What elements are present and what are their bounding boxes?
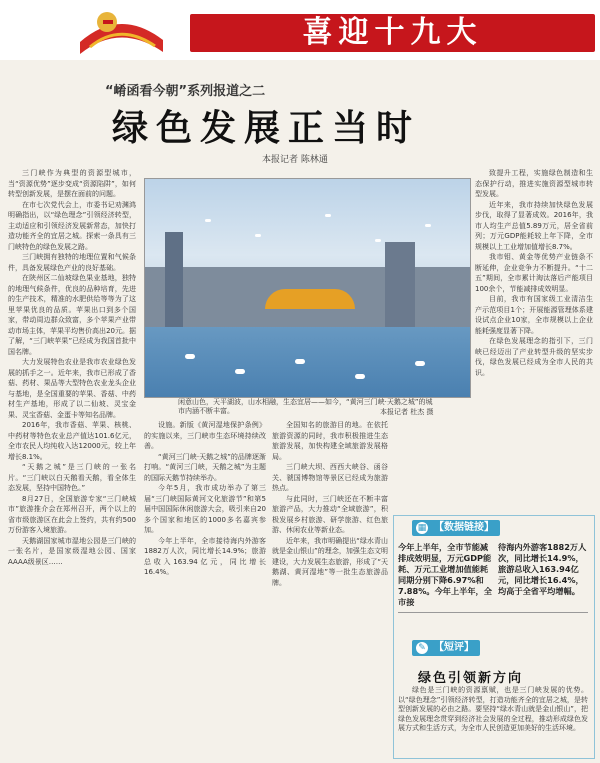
comment-tag: ✎ 【短评】: [412, 640, 480, 656]
paragraph: 全国知名的旅游目的地。在依托旅游资源的同时，我市积极推进生态旅游发展，加快构建全域旅游发展格局。: [272, 421, 388, 461]
paragraph: 设施。新版《黄河湿地保护条例》的实施以来，三门峡市生态环境持续改善。: [144, 421, 266, 450]
data-link-left: 今年上半年，全市节能减排成效明显，万元GDP能耗、万元工业增加值能耗同期分别下降6.97%和7.88%。今年上半年，全市接: [398, 542, 492, 607]
byline: 本报记者 陈林通: [262, 155, 328, 165]
paragraph: 天鹅湖国家城市湿地公园是三门峡的一张名片，是国家级湿地公园、国家AAAA级景区……: [8, 536, 136, 566]
paragraph: 近年来，我市明确提出“绿水青山就是金山银山”的理念，加强生态文明建设，大力发展生态旅游，形成了“天鹅湖、黄河湿地”等一批生态旅游品牌。: [272, 536, 388, 587]
paragraph: 致提升工程，实施绿色制造和生态保护行动，推进实施资源型城市转型发展。: [475, 169, 593, 198]
chart-icon: ▦: [417, 523, 427, 533]
paragraph: 三门峡作为典型的资源型城市，当“资源优势”逐步变成“资源陷阱”，如何转型创新发展，是摆在面前的问题。: [8, 169, 136, 198]
party-emblem-icon: [75, 2, 165, 58]
banner: [0, 0, 600, 60]
tower: [165, 232, 183, 327]
data-link-right: 待海内外游客1882万人次，同比增长14.9%，旅游总收入163.94亿元，同比增长16.4%，均高于全省平均增幅。: [498, 542, 587, 596]
paragraph: 我市钼、黄金等优势产业链条不断延伸，企业竞争力不断提升。“十二五”期间，全市累计淘汰落后产能项目100余个，节能减排成效明显。: [475, 253, 593, 293]
paragraph: 在绿色发展理念的指引下，三门峡已经迈出了产业转型升级的坚实步伐，绿色发展已经成为全市人民的共识。: [475, 337, 593, 377]
tower: [385, 242, 415, 327]
data-link-tag: ▦ 【数据链接】: [412, 520, 500, 536]
paragraph: 目前，我市有国家级工业清洁生产示范项目1个；开展能源管理体系建设试点企业10家，全市规模以上企业能耗强度显著下降。: [475, 295, 593, 335]
photo-caption: 闲意山色，天平湖波，山水相融，生态宜居——如今，“黄河三门峡·天鹅之城”的城市内涵不断丰富。: [178, 398, 433, 415]
column-3: [272, 420, 388, 758]
column-2: [144, 420, 266, 758]
paragraph: 在陕州区二仙坡绿色果业基地，独特的地理气候条件，优良的品种培育，先进的生产技术，精准的水肥供给等等为了这里苹果优良的品质。苹果出口到多个国家，带动周边群众致富，多个苹果产业带动市场主体，苹果平均售价高出20元。据了解，“三门峡苹果”已经成为我国首批中国名牌。: [8, 274, 136, 356]
photo-credit: 本报记者 杜杰 摄: [380, 408, 434, 416]
column-4: [475, 168, 593, 508]
paragraph: 三门峡大坝、西西大峡谷、函谷关、虢国博物馆等景区已经成为旅游热点。: [272, 463, 388, 492]
comment-title: 绿色引领新方向: [418, 671, 524, 686]
column-1: [8, 168, 136, 758]
paragraph: 8月27日，全国旅游专家“三门峡城市”旅游推介会在郑州召开，两个以上的省市级旅游区在此会上签约，共有约500万份游客入境旅游。: [8, 494, 136, 534]
paragraph: 今年上半年，全市接待海内外游客1882万人次，同比增长14.9%；旅游总收入163.94亿元，同比增长16.4%。: [144, 536, 266, 576]
paragraph: 2016年，我市香菇、苹果、核桃、中药材等特色农业总产值达101.6亿元，全市农民人均纯收入达12000元，较上年增长8.1%。: [8, 421, 136, 461]
paragraph: 三门峡拥有独特的地理位置和气候条件，具备发展绿色产业的良好基础。: [8, 253, 136, 272]
series-title: “崤函看今朝”系列报道之二: [105, 84, 266, 99]
paragraph: 绿色是三门峡的资源禀赋，也是三门峡发展的优势。以“绿色理念”引领经济转型，打造功能齐全的宜居之城，是转型创新发展的必由之路。要坚持“绿水青山就是金山银山”，把绿色发展理念贯穿到经济社会发展的全过程，推动形成绿色发展方式和生活方式，为全市人民创造更加美好的生活环境。: [398, 686, 588, 732]
pen-icon: ✎: [416, 642, 428, 654]
comment-body: [398, 686, 588, 754]
paragraph: 近年来，我市持续加快绿色发展步伐，取得了显著成效。2016年，我市人均生产总值5.89万元，居全省前列；万元GDP能耗较上年下降，全市规模以上工业增加值增长8.7%。: [475, 200, 593, 251]
stadium: [265, 289, 355, 309]
paragraph: 今年5月，我市成功举办了第三届“三门峡国际黄河文化旅游节”和第5届中国国际休闲旅游大会，吸引来自20多个国家和地区的1000多名嘉宾参加。: [144, 484, 266, 534]
paragraph: 大力发展特色农业是我市农业绿色发展的抓手之一。近年来，我市已形成了香菇、药材、果品等大型特色农业龙头企业与基地，是全国重要的苹果、香菇、中药材生产基地，形成了以二仙坡、灵宝金果、灵宝香菇、金蛋卡等知名品牌。: [8, 358, 136, 419]
divider: [398, 612, 588, 613]
paragraph: “黄河三门峡·天鹅之城”的品牌逐渐打响。“黄河三门峡，天鹅之城”为主题的国际天鹅节持续举办。: [144, 452, 266, 482]
paragraph: 在市七次党代会上，市委书记劝渊鸿明确指出，以“绿色理念”引领经济转型，主动适应和引领经济发展新常态，加快打造功能齐全的宜居之城。探索一条具有三门峡特色的绿色发展之路。: [8, 200, 136, 251]
headline: 绿色发展正当时: [112, 107, 421, 149]
banner-title: 喜迎十九大: [302, 15, 483, 50]
swan-lake-photo: [144, 178, 471, 398]
paragraph: 与此同时，三门峡还在不断丰富旅游产品，大力推动“全域旅游”，积极发展乡村旅游、研学旅游、红色旅游、休闲农业等新业态。: [272, 494, 388, 534]
paragraph: “天鹅之城”是三门峡的一张名片。“三门峡以白天鹅看天鹅，看全体生态发展，坚持中国特色。”: [8, 463, 136, 492]
